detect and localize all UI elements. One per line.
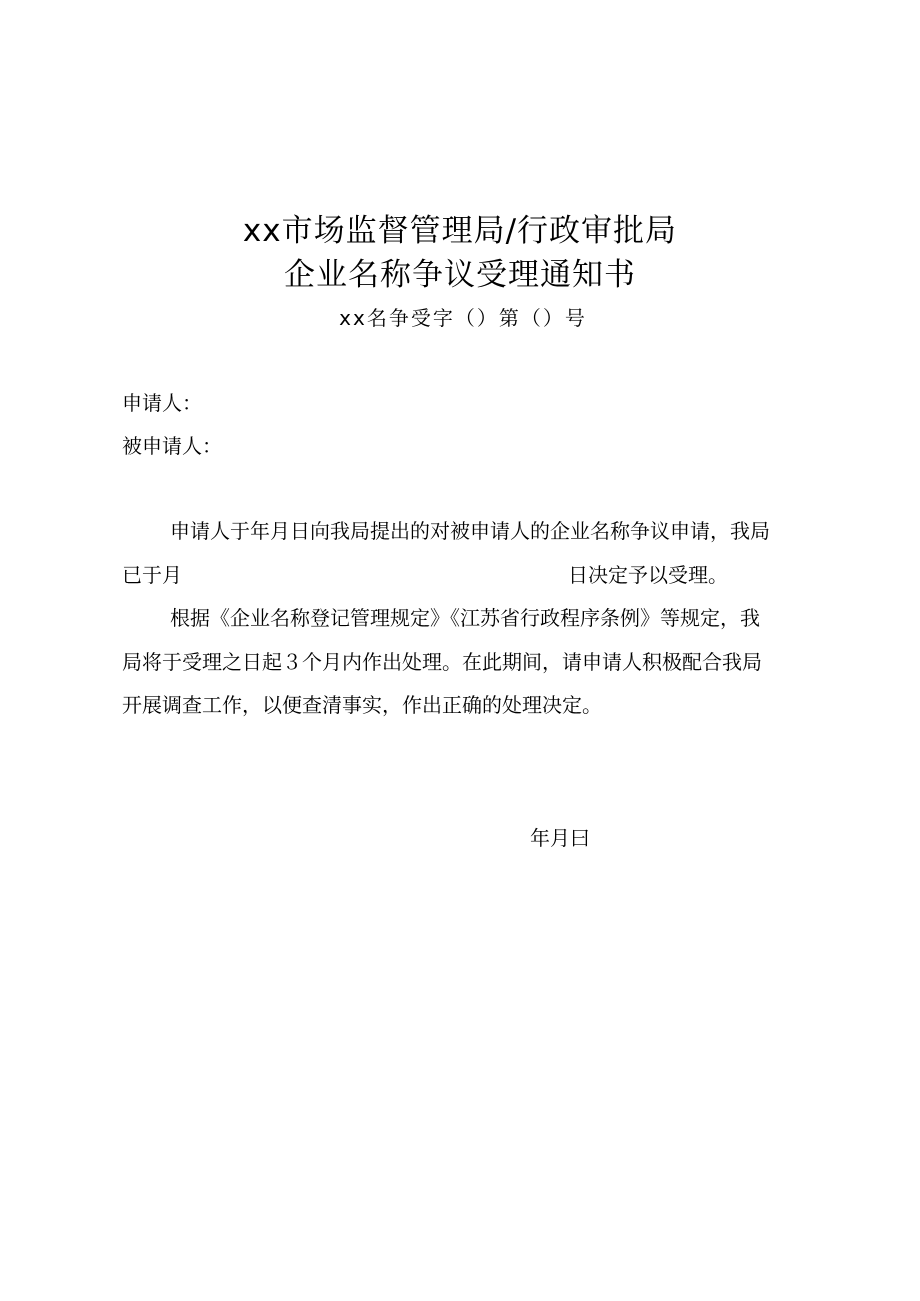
acceptance-day-text: 日决定予以受理。: [568, 563, 728, 587]
document-number: xx名争受字（）第（）号: [339, 306, 587, 330]
applicant-label: 申请人：: [122, 391, 202, 415]
paragraph-text: 局将于受理之日起３个月内作出处理。在此期间，请申请人积极配合我局: [122, 650, 762, 674]
paragraph-text: 根据《企业名称登记管理规定》《江苏省行政程序条例》等规定，我: [170, 606, 760, 630]
notice-title: 企业名称争议受理通知书: [284, 257, 636, 293]
paragraph-text: 申请人于年月日向我局提出的对被申请人的企业名称争议申请，我局: [170, 519, 770, 543]
respondent-label: 被申请人：: [122, 434, 222, 458]
paragraph-text: 开展调查工作，以便查清事实，作出正确的处理决定。: [122, 693, 602, 717]
signature-date: 年月曰: [530, 826, 590, 850]
agency-title: xx市场监督管理局/行政审批局: [242, 213, 678, 249]
acceptance-month-text: 已于月: [122, 563, 182, 587]
